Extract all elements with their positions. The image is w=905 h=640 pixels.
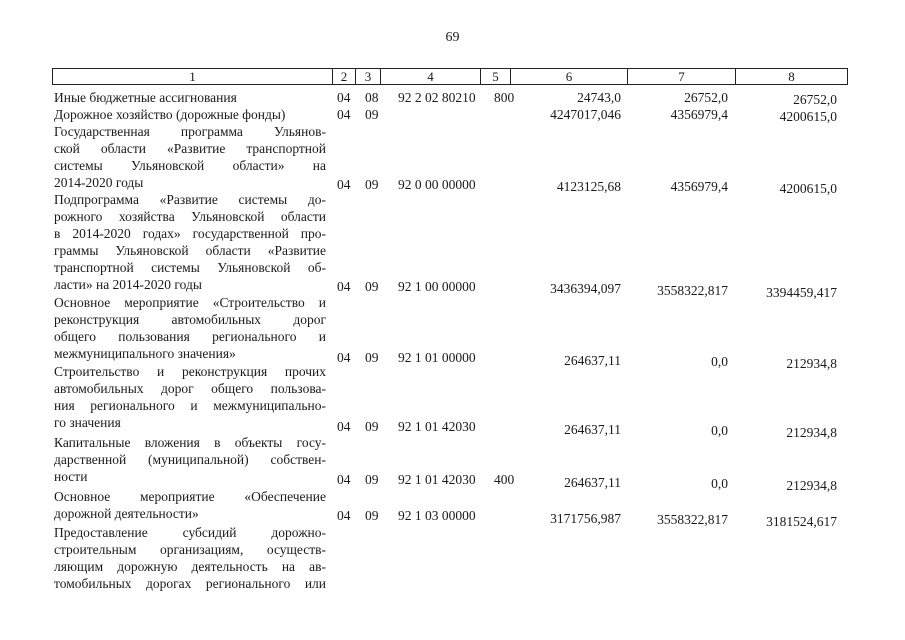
cell-section: 04	[337, 90, 351, 105]
cell-target-article: 92 1 03 00000	[398, 508, 476, 523]
row-name-line: автомобильных дорог общего пользова-	[54, 381, 326, 396]
cell-amount-1: 4247017,046	[550, 107, 621, 122]
cell-expense-type: 800	[494, 90, 515, 105]
cell-amount-2: 0,0	[711, 476, 728, 491]
row-name-line: дорожной деятельности»	[54, 506, 199, 521]
row-name-line: межмуниципального значения»	[54, 346, 236, 361]
row-name	[54, 191, 326, 293]
row-name	[54, 524, 326, 592]
cell-amount-1: 3436394,097	[550, 281, 621, 296]
cell-section: 04	[337, 508, 351, 523]
row-name-line: строительным организациям, осуществ-	[54, 542, 326, 557]
cell-section: 04	[337, 279, 351, 294]
cell-section: 04	[337, 350, 351, 365]
row-name-line: в 2014-2020 годах» государственной про-	[54, 226, 326, 241]
row-name-line: рожного хозяйства Ульяновской области	[54, 209, 326, 224]
row-name	[54, 434, 326, 485]
row-name-line: Строительство и реконструкция прочих	[54, 364, 326, 379]
cell-subsection: 09	[365, 350, 379, 365]
cell-target-article: 92 1 01 00000	[398, 350, 476, 365]
row-name-line: Предоставление субсидий дорожно-	[54, 525, 326, 540]
cell-subsection: 09	[365, 419, 379, 434]
cell-subsection: 08	[365, 90, 379, 105]
page-number: 69	[445, 30, 460, 45]
header-col-7: 7	[628, 69, 736, 85]
cell-amount-2: 4356979,4	[670, 179, 728, 194]
row-name-line: Основное мероприятие «Строительство и	[54, 295, 326, 310]
row-name-line: граммы Ульяновской области «Развитие	[54, 243, 326, 258]
cell-amount-1: 264637,11	[564, 422, 621, 437]
header-col-4: 4	[381, 69, 481, 85]
cell-amount-3: 4200615,0	[779, 181, 837, 196]
header-col-2: 2	[333, 69, 356, 85]
row-name-line: ния регионального и межмуниципально-	[54, 398, 326, 413]
cell-section: 04	[337, 472, 351, 487]
cell-amount-3: 26752,0	[793, 92, 837, 107]
cell-subsection: 09	[365, 177, 379, 192]
header-col-3: 3	[356, 69, 381, 85]
row-name-line: Дорожное хозяйство (дорожные фонды)	[54, 107, 286, 122]
row-name-line: реконструкция автомобильных дорог	[54, 312, 326, 327]
row-name-line: системы Ульяновской области» на	[54, 158, 326, 173]
cell-amount-3: 3394459,417	[766, 285, 837, 300]
cell-amount-1: 3171756,987	[550, 511, 621, 526]
table-header	[52, 68, 848, 85]
header-col-5: 5	[481, 69, 511, 85]
row-name	[54, 106, 326, 123]
cell-amount-2: 26752,0	[684, 90, 728, 105]
cell-target-article: 92 2 02 80210	[398, 90, 476, 105]
header-col-8: 8	[736, 69, 848, 85]
row-name-line: общего пользования регионального и	[54, 329, 326, 344]
row-name-line: ской области «Развитие транспортной	[54, 141, 326, 156]
row-name-line: Подпрограмма «Развитие системы до-	[54, 192, 326, 207]
cell-target-article: 92 1 01 42030	[398, 419, 476, 434]
cell-amount-1: 264637,11	[564, 353, 621, 368]
cell-subsection: 09	[365, 279, 379, 294]
cell-target-article: 92 1 00 00000	[398, 279, 476, 294]
cell-amount-3: 212934,8	[786, 478, 837, 493]
cell-subsection: 09	[365, 472, 379, 487]
cell-amount-3: 212934,8	[786, 425, 837, 440]
cell-target-article: 92 1 01 42030	[398, 472, 476, 487]
row-name-line: дарственной (муниципальной) собствен-	[54, 452, 326, 467]
row-name-line: Государственная программа Ульянов-	[54, 124, 326, 139]
cell-amount-1: 24743,0	[577, 90, 621, 105]
row-name	[54, 363, 326, 431]
cell-amount-3: 4200615,0	[779, 109, 837, 124]
row-name-line: ласти» на 2014-2020 годы	[54, 277, 202, 292]
row-name	[54, 89, 326, 106]
cell-amount-3: 212934,8	[786, 356, 837, 371]
cell-expense-type: 400	[494, 472, 515, 487]
row-name	[54, 123, 326, 191]
cell-section: 04	[337, 177, 351, 192]
row-name-line: го значения	[54, 415, 121, 430]
cell-amount-2: 3558322,817	[657, 512, 728, 527]
row-name-line: Иные бюджетные ассигнования	[54, 90, 237, 105]
header-col-1: 1	[53, 69, 333, 85]
cell-amount-2: 4356979,4	[670, 107, 728, 122]
cell-amount-1: 264637,11	[564, 475, 621, 490]
row-name	[54, 488, 326, 522]
cell-subsection: 09	[365, 107, 379, 122]
row-name-line: ности	[54, 469, 88, 484]
cell-amount-2: 0,0	[711, 354, 728, 369]
row-name	[54, 294, 326, 362]
header-col-6: 6	[511, 69, 628, 85]
cell-amount-2: 0,0	[711, 423, 728, 438]
row-name-line: ляющим дорожную деятельность на ав-	[54, 559, 326, 574]
row-name-line: Капитальные вложения в объекты госу-	[54, 435, 326, 450]
cell-section: 04	[337, 107, 351, 122]
row-name-line: томобильных дорогах регионального или	[54, 576, 326, 591]
row-name-line: 2014-2020 годы	[54, 175, 144, 190]
cell-target-article: 92 0 00 00000	[398, 177, 476, 192]
cell-amount-2: 3558322,817	[657, 283, 728, 298]
cell-amount-3: 3181524,617	[766, 514, 837, 529]
cell-section: 04	[337, 419, 351, 434]
row-name-line: транспортной системы Ульяновской об-	[54, 260, 326, 275]
cell-subsection: 09	[365, 508, 379, 523]
row-name-line: Основное мероприятие «Обеспечение	[54, 489, 326, 504]
cell-amount-1: 4123125,68	[556, 179, 621, 194]
